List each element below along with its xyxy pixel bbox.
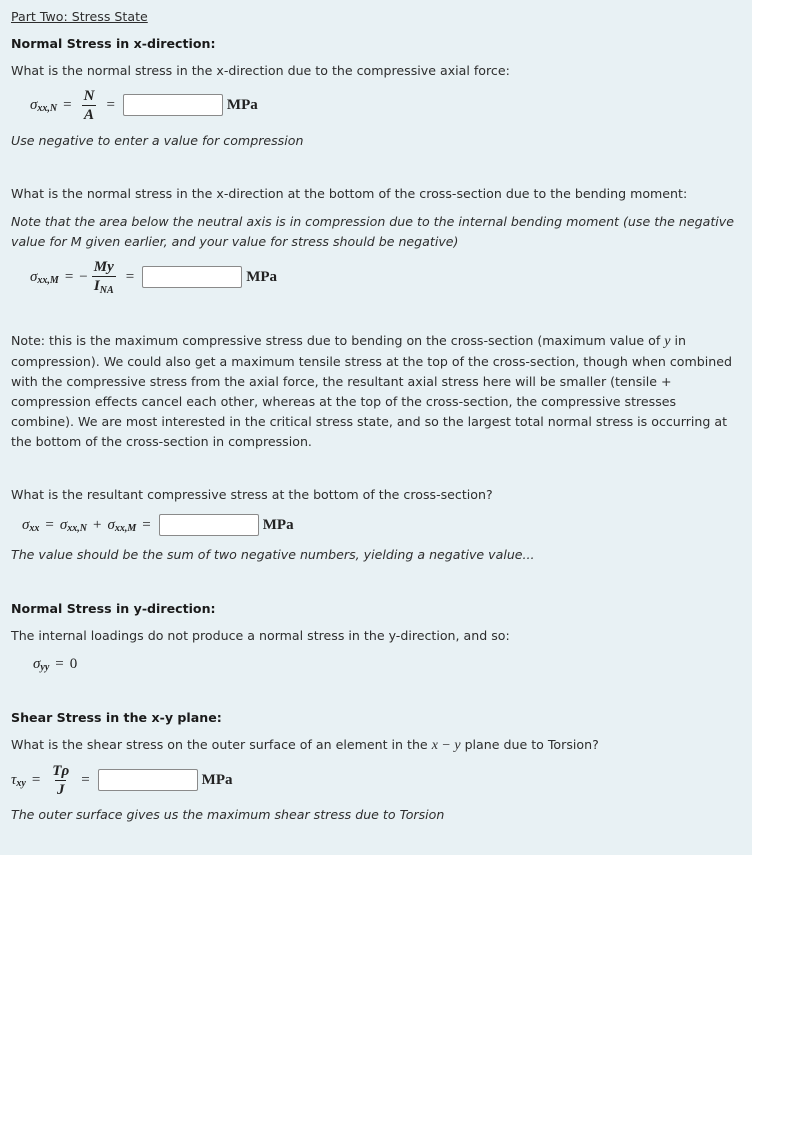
equals: = [63,97,72,113]
formula-yy [33,652,77,676]
subscript: yy [40,662,50,673]
sigma-symbol: σ [107,517,115,533]
subscript: xx,M [37,275,59,286]
unit-label: MPa [246,269,278,285]
shear-stress-input[interactable] [98,769,198,791]
bending-explanation [11,331,736,452]
numerator: N [83,87,95,104]
tau-symbol: τ [11,772,17,788]
subscript: xx,M [114,523,137,534]
denominator: A [84,106,95,123]
section-heading-shear: Shear Stress in the x-y plane: [11,710,222,725]
equals: = [55,656,64,672]
question-bending: What is the normal stress in the x-direction at the bottom of the cross-section due to the bending moment: [11,186,688,201]
q-text: What is the shear stress on the outer surface of an element in the [11,737,432,752]
equals: = [81,772,90,788]
subscript: xx [29,523,40,534]
bending-stress-input[interactable] [142,266,242,288]
fraction [92,258,116,297]
para-text: in compression). We could also get a maximum tensile stress at the top of the cross-section, though when combined with the compressive stress from the axial force, the resultant axial stress here will be smaller (tensile + compression effects cancel each other, whereas at the top of the cross-section, the compressive stresses combine). We are most interested in the critical stress state, and so the largest total normal stress is occurring at the bottom of the cross-section in compression. [11,333,732,449]
equals: = [106,97,115,113]
numerator: Tρ [52,762,70,779]
resultant-stress-input[interactable] [159,514,259,536]
unit-label: MPa [226,97,258,113]
question-axial: What is the normal stress in the x-direction due to the compressive axial force: [11,63,510,78]
equals: = [45,517,54,533]
sigma-symbol: σ [30,97,38,113]
section-heading-y: Normal Stress in y-direction: [11,601,216,616]
equals: = [64,269,74,285]
sigma-symbol: σ [30,269,38,285]
unit-label: MPa [262,517,294,533]
q-text: plane due to Torsion? [460,737,599,752]
formula-bending [30,255,277,299]
subscript: xy [16,778,26,789]
formula-shear [11,759,232,801]
plus: + [93,517,102,533]
fraction [50,762,71,799]
question-shear [11,735,599,756]
part-title[interactable]: Part Two: Stress State [11,9,148,24]
sigma-symbol: σ [59,517,68,533]
para-text: Note: this is the maximum compressive stress due to bending on the cross-section (maximum value of [11,333,665,348]
denominator: J [56,781,65,798]
denominator [92,276,116,297]
subscript: xx,N [67,523,88,534]
hint-axial: Use negative to enter a value for compression [11,133,304,148]
unit-label: MPa [201,772,233,788]
equals: = [125,269,135,285]
question-resultant: What is the resultant compressive stress at the bottom of the cross-section? [11,487,493,502]
axial-stress-input[interactable] [123,94,223,116]
sigma-symbol: σ [33,656,41,672]
den-symbol: I [93,277,100,294]
equals: = [31,772,41,788]
note-bending: Note that the area below the neutral axis is in compression due to the internal bending moment (use the negative value for M given earlier, and your value for stress should be negative) [11,214,734,249]
value: 0 [69,656,78,672]
formula-axial [30,84,258,126]
formula-resultant [22,512,294,538]
y-direction-text: The internal loadings do not produce a normal stress in the y-direction, and so: [11,628,510,643]
equals: = [142,517,151,533]
subscript: xx,N [37,103,58,114]
y-variable: y [664,334,671,349]
numerator: My [93,258,114,275]
den-subscript: NA [99,284,114,296]
xy-variable: x − y [431,738,461,753]
hint-resultant: The value should be the sum of two negative numbers, yielding a negative value... [11,547,535,562]
hint-shear: The outer surface gives us the maximum shear stress due to Torsion [11,807,445,822]
fraction [82,87,97,124]
section-heading-x: Normal Stress in x-direction: [11,36,216,51]
sigma-symbol: σ [22,517,30,533]
minus: − [79,269,88,285]
